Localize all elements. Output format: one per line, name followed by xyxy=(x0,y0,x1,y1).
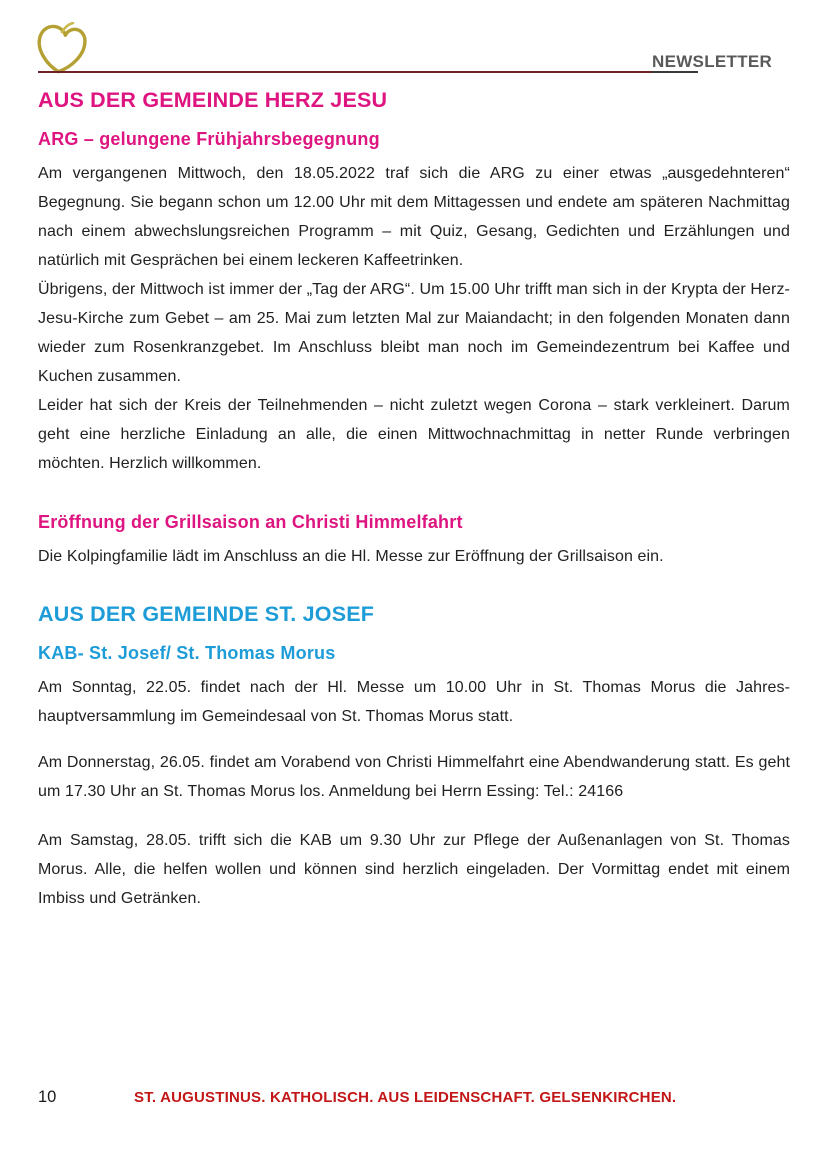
page-content xyxy=(38,0,790,913)
subheading-grillsaison: Eröffnung der Grillsaison an Christi Himmelfahrt xyxy=(38,512,463,532)
paragraph-arg-3: Leider hat sich der Kreis der Teilnehmenden – nicht zuletzt wegen Corona – stark verkleinert. Darum geht eine herzliche Einladung an alle, die einen Mittwochnachmittag in netter Runde verbringen möchten. Herzlich willkommen. xyxy=(38,397,790,472)
section-heading-herz-jesu: AUS DER GEMEINDE HERZ JESU xyxy=(38,88,388,112)
paragraph-arg-1: Am vergangenen Mittwoch, den 18.05.2022 traf sich die ARG zu einer etwas „ausgedehnteren“ Begegnung. Sie begann schon um 12.00 Uhr mit dem Mittagessen und endete am späteren Nachmittag nach einem abwechslungsreichen Programm – mit Quiz, Gesang, Gedichten und Erzählungen und natürlich mit Gesprächen bei einem leckeren Kaffeetrinken. xyxy=(38,165,790,269)
paragraph-arg-2: Übrigens, der Mittwoch ist immer der „Tag der ARG“. Um 15.00 Uhr trifft man sich in der Krypta der Herz-Jesu-Kirche zum Gebet – am 25. Mai zum letzten Mal zur Maiandacht; in den folgenden Monaten dann wieder zum Rosenkranzgebet. Im Anschluss bleibt man noch im Gemeindezentrum bei Kaffee und Kuchen zusammen. xyxy=(38,281,790,385)
subheading-arg: ARG – gelungene Frühjahrsbegegnung xyxy=(38,129,380,149)
paragraph-kab-3: Am Samstag, 28.05. trifft sich die KAB um 9.30 Uhr zur Pflege der Außenanlagen von St. Thomas Morus. Alle, die helfen wollen und können sind herzlich eingeladen. Der Vormittag endet mit einem Imbiss und Getränken. xyxy=(38,832,790,907)
paragraph-kab-1: Am Sonntag, 22.05. findet nach der Hl. Messe um 10.00 Uhr in St. Thomas Morus die Jahreshauptversammlung im Gemeindesaal von St. Thomas Morus statt. xyxy=(38,679,790,725)
page-number: 10 xyxy=(38,1088,57,1106)
footer-slogan: ST. AUGUSTINUS. KATHOLISCH. AUS LEIDENSCHAFT. GELSENKIRCHEN. xyxy=(134,1089,677,1106)
subheading-kab: KAB- St. Josef/ St. Thomas Morus xyxy=(38,643,336,663)
paragraph-grillsaison: Die Kolpingfamilie lädt im Anschluss an die Hl. Messe zur Eröffnung der Grillsaison ein. xyxy=(38,548,664,565)
newsletter-brand-label: NEWSLETTER xyxy=(652,52,773,71)
section-heading-st-josef: AUS DER GEMEINDE ST. JOSEF xyxy=(38,602,375,626)
paragraph-kab-2: Am Donnerstag, 26.05. findet am Vorabend von Christi Himmelfahrt eine Abendwanderung statt. Es geht um 17.30 Uhr an St. Thomas Morus los. Anmeldung bei Herrn Essing: Tel.: 24166 xyxy=(38,754,790,800)
